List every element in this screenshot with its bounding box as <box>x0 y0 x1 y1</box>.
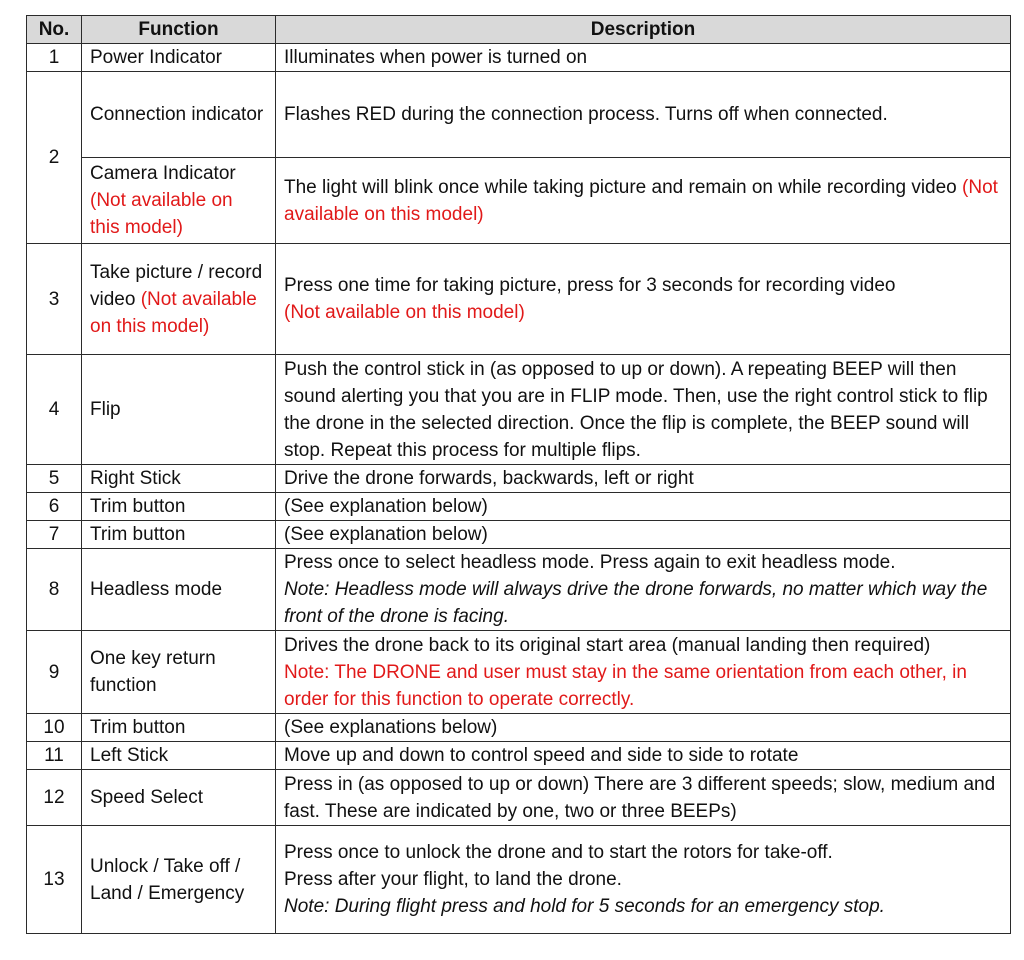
description-cell <box>276 158 1011 244</box>
row-number: 8 <box>27 549 82 631</box>
table-row <box>27 714 1011 742</box>
table-row <box>27 158 1011 244</box>
row-number: 12 <box>27 770 82 826</box>
table-row <box>27 44 1011 72</box>
description-cell: Flashes RED during the connection process. Turns off when connected. <box>276 72 1011 158</box>
table-row <box>27 465 1011 493</box>
header-no: No. <box>27 16 82 44</box>
function-cell: Right Stick <box>82 465 276 493</box>
row-number: 3 <box>27 244 82 355</box>
row-number: 10 <box>27 714 82 742</box>
row-number: 13 <box>27 826 82 934</box>
description-cell <box>276 244 1011 355</box>
description-cell <box>276 826 1011 934</box>
function-cell: Trim button <box>82 714 276 742</box>
description-cell: Drive the drone forwards, backwards, left or right <box>276 465 1011 493</box>
row-number: 7 <box>27 521 82 549</box>
description-cell <box>276 549 1011 631</box>
table-row <box>27 826 1011 934</box>
not-available-note: (Not available on this model) <box>284 302 525 323</box>
italic-note: Note: During flight press and hold for 5 seconds for an emergency stop. <box>284 896 885 917</box>
description-cell: (See explanation below) <box>276 493 1011 521</box>
header-description: Description <box>276 16 1011 44</box>
function-table <box>26 15 1011 934</box>
function-text: Camera Indicator <box>90 163 236 184</box>
description-text: Press once to select headless mode. Press again to exit headless mode. <box>284 552 896 573</box>
function-cell: Connection indicator <box>82 72 276 158</box>
row-number: 4 <box>27 355 82 465</box>
table-row <box>27 549 1011 631</box>
function-cell: Power Indicator <box>82 44 276 72</box>
function-cell: Unlock / Take off / Land / Emergency <box>82 826 276 934</box>
not-available-note: (Not available on this model) <box>284 176 998 225</box>
table-row <box>27 355 1011 465</box>
table-row <box>27 631 1011 714</box>
description-text: Press after your flight, to land the drone. <box>284 869 622 890</box>
row-number: 5 <box>27 465 82 493</box>
not-available-note: (Not available on this model) <box>90 190 233 238</box>
function-text: Take picture / record video <box>90 261 263 310</box>
table-row <box>27 493 1011 521</box>
function-cell <box>82 244 276 355</box>
function-cell: Trim button <box>82 521 276 549</box>
row-number: 1 <box>27 44 82 72</box>
warning-note: Note: The DRONE and user must stay in the same orientation from each other, in order for this function to operate correctly. <box>284 661 967 710</box>
row-number: 9 <box>27 631 82 714</box>
row-number: 11 <box>27 742 82 770</box>
function-cell: Left Stick <box>82 742 276 770</box>
function-cell: Flip <box>82 355 276 465</box>
description-text: Press one time for taking picture, press for 3 seconds for recording video <box>284 275 896 296</box>
description-cell: Press in (as opposed to up or down) There are 3 different speeds; slow, medium and fast. These are indicated by one, two or three BEEPs) <box>276 770 1011 826</box>
table-row <box>27 770 1011 826</box>
description-text: Drives the drone back to its original start area (manual landing then required) <box>284 634 931 656</box>
description-cell: Push the control stick in (as opposed to up or down). A repeating BEEP will then sound alerting you that you are in FLIP mode. Then, use the right control stick to flip the drone in the selected direction. Once the flip is complete, the BEEP sound will stop. Repeat this process for multiple flips. <box>276 355 1011 465</box>
description-text: Press once to unlock the drone and to start the rotors for take-off. <box>284 842 833 863</box>
function-cell <box>82 158 276 244</box>
table-row <box>27 742 1011 770</box>
table-row <box>27 521 1011 549</box>
description-cell: (See explanation below) <box>276 521 1011 549</box>
description-cell: Move up and down to control speed and side to side to rotate <box>276 742 1011 770</box>
table-row <box>27 244 1011 355</box>
function-cell: Speed Select <box>82 770 276 826</box>
description-cell <box>276 631 1011 714</box>
row-number: 2 <box>27 72 82 244</box>
row-number: 6 <box>27 493 82 521</box>
function-cell: Headless mode <box>82 549 276 631</box>
header-row <box>27 16 1011 44</box>
function-cell: Trim button <box>82 493 276 521</box>
table-row <box>27 72 1011 158</box>
not-available-note: (Not available on this model) <box>90 288 257 337</box>
description-cell: Illuminates when power is turned on <box>276 44 1011 72</box>
function-cell: One key return function <box>82 631 276 714</box>
description-cell: (See explanations below) <box>276 714 1011 742</box>
italic-note: Note: Headless mode will always drive the drone forwards, no matter which way the front of the drone is facing. <box>284 579 988 627</box>
description-text: The light will blink once while taking picture and remain on while recording video <box>284 176 957 198</box>
header-function: Function <box>82 16 276 44</box>
